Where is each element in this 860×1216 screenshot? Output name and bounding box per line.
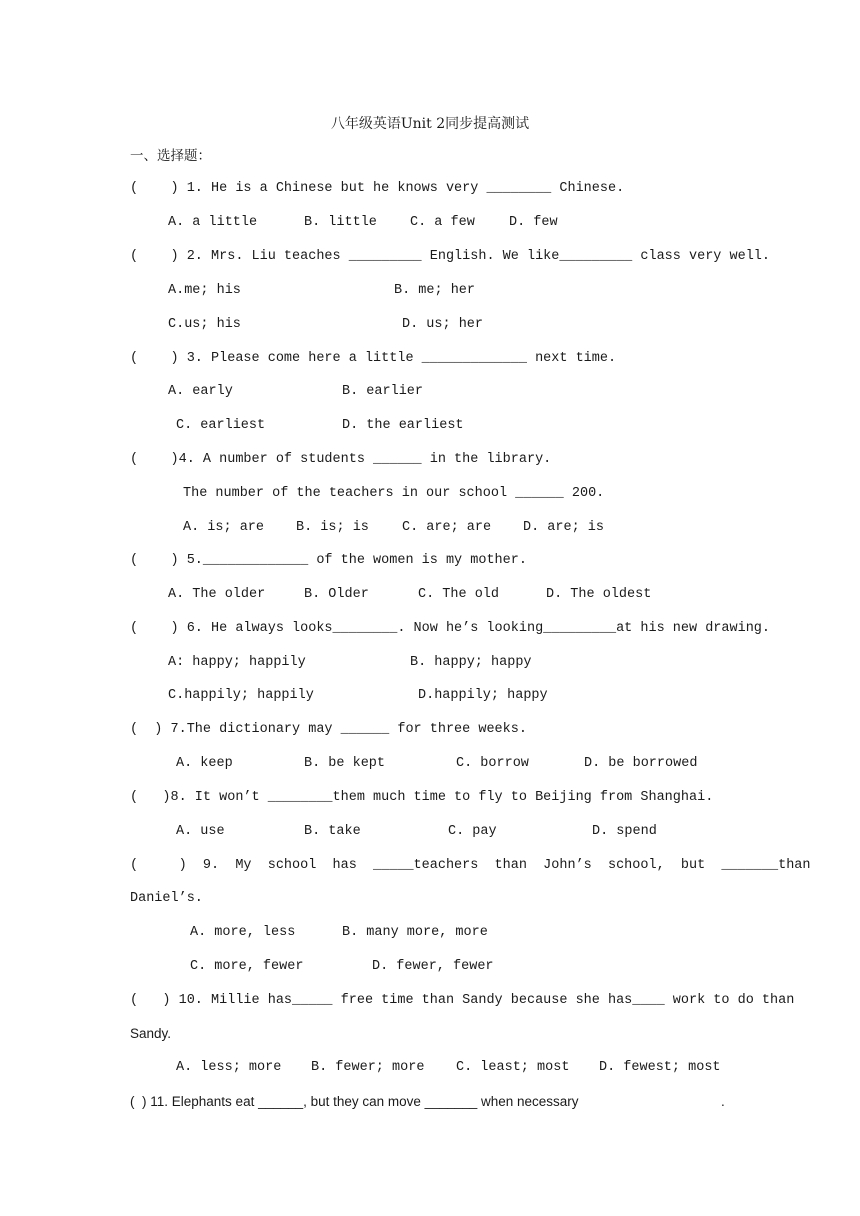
q10-option-c: C. least; most (456, 1060, 570, 1075)
q7-option-c: C. borrow (456, 756, 529, 771)
q2-option-c: C.us; his (168, 317, 241, 332)
question-8: ( )8. It won’t ________them much time to fly to Beijing from Shanghai. (130, 790, 714, 805)
q6-option-a: A: happy; happily (168, 655, 306, 670)
q6-option-b: B. happy; happy (410, 655, 532, 670)
q9-option-b: B. many more, more (342, 925, 488, 940)
q5-option-d: D. The oldest (546, 587, 652, 602)
q6-option-d: D.happily; happy (418, 688, 548, 703)
question-7: ( ) 7.The dictionary may ______ for three weeks. (130, 722, 527, 737)
q3-option-b: B. earlier (342, 384, 424, 399)
question-11: ( ) 11. Elephants eat ______, but they can move _______ when necessary (130, 1094, 579, 1109)
q7-option-a: A. keep (176, 756, 233, 771)
q8-option-c: C. pay (448, 824, 497, 839)
q4-option-b: B. is; is (296, 520, 369, 535)
question-9-line-2: Daniel’s. (130, 891, 203, 906)
question-11-end: . (721, 1094, 725, 1109)
q2-option-a: A.me; his (168, 283, 241, 298)
q1-option-c: C. a few (410, 215, 475, 230)
q5-option-a: A. The older (168, 587, 266, 602)
q6-option-c: C.happily; happily (168, 688, 314, 703)
question-1: ( ) 1. He is a Chinese but he knows very ________ Chinese. (130, 181, 625, 196)
q2-option-d: D. us; her (402, 317, 484, 332)
q4-option-a: A. is; are (183, 520, 265, 535)
q3-option-d: D. the earliest (342, 418, 464, 433)
q5-option-b: B. Older (304, 587, 369, 602)
q1-option-d: D. few (509, 215, 558, 230)
q5-option-c: C. The old (418, 587, 500, 602)
question-10: ( ) 10. Millie has_____ free time than Sandy because she has____ work to do than (130, 993, 795, 1008)
question-2: ( ) 2. Mrs. Liu teaches _________ English. We like_________ class very well. (130, 249, 771, 264)
q7-option-b: B. be kept (304, 756, 386, 771)
question-3: ( ) 3. Please come here a little _____________ next time. (130, 351, 617, 366)
q3-option-a: A. early (168, 384, 233, 399)
q8-option-d: D. spend (592, 824, 657, 839)
q9-option-a: A. more, less (190, 925, 296, 940)
q9-option-c: C. more, fewer (190, 959, 304, 974)
question-4-line-2: The number of the teachers in our school ______ 200. (183, 486, 605, 501)
section-heading: 一、选择题： (130, 148, 211, 164)
q8-option-b: B. take (304, 824, 361, 839)
page-title: 八年级英语Unit 2同步提高测试 (330, 116, 530, 132)
q4-option-c: C. are; are (402, 520, 492, 535)
q10-option-b: B. fewer; more (311, 1060, 425, 1075)
q1-option-a: A. a little (168, 215, 258, 230)
q7-option-d: D. be borrowed (584, 756, 698, 771)
q10-option-d: D. fewest; most (599, 1060, 721, 1075)
q8-option-a: A. use (176, 824, 225, 839)
question-4: ( )4. A number of students ______ in the library. (130, 452, 552, 467)
q2-option-b: B. me; her (394, 283, 476, 298)
question-9: ( ) 9. My school has _____teachers than John’s school, but _______than (130, 858, 811, 873)
q3-option-c: C. earliest (176, 418, 266, 433)
question-5: ( ) 5._____________ of the women is my mother. (130, 553, 527, 568)
question-6: ( ) 6. He always looks________. Now he’s looking_________at his new drawing. (130, 621, 771, 636)
question-10-line-2: Sandy. (130, 1026, 172, 1041)
q1-option-b: B. little (304, 215, 377, 230)
q10-option-a: A. less; more (176, 1060, 282, 1075)
q4-option-d: D. are; is (523, 520, 605, 535)
q9-option-d: D. fewer, fewer (372, 959, 494, 974)
